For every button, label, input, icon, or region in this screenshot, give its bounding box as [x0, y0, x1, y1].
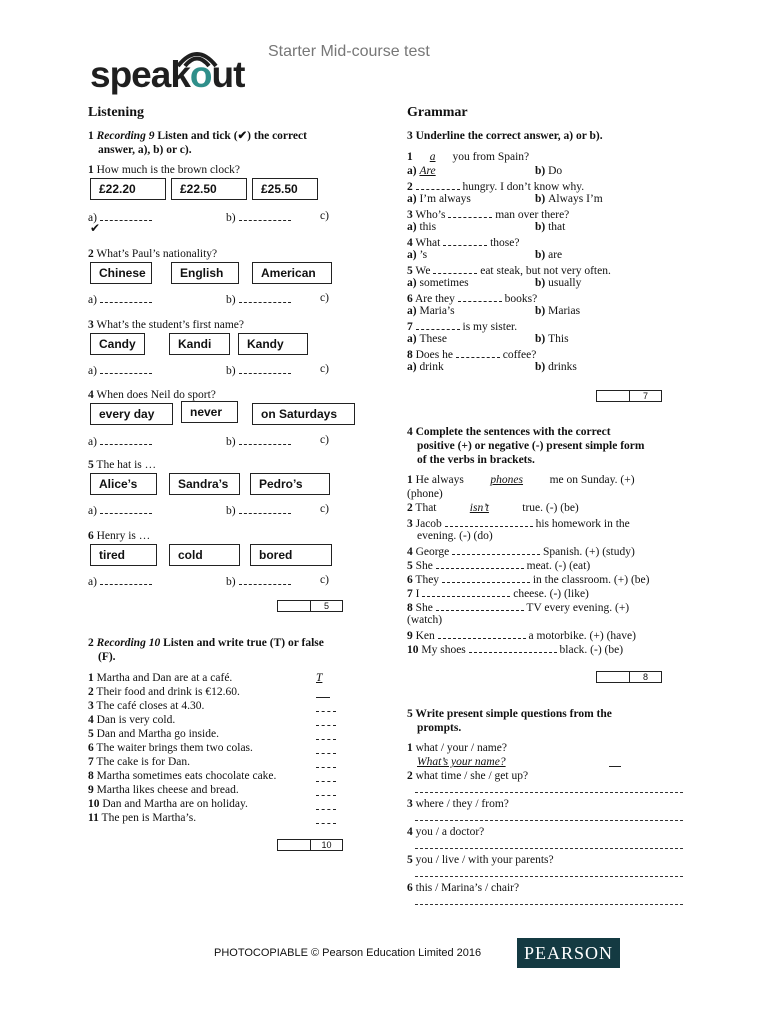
prompt-text: where / they / from?	[415, 798, 509, 810]
answer-letter: a)	[88, 294, 97, 306]
option-b[interactable]	[535, 220, 565, 234]
question-number: 6	[88, 530, 94, 542]
prompt-text: this / Marina’s / chair?	[415, 882, 520, 894]
answer-blank[interactable]	[100, 433, 152, 445]
tf-answer-blank[interactable]	[316, 798, 336, 810]
tf-item	[88, 727, 219, 741]
answer-option-box: Kandy	[238, 333, 308, 355]
answer-slot[interactable]	[320, 291, 329, 305]
option-a[interactable]	[407, 248, 427, 262]
question-number: 3	[88, 319, 94, 331]
question-number: 1	[88, 164, 94, 176]
item-post: hungry. I don’t know why.	[462, 181, 585, 193]
question-label: How much is the brown clock?	[96, 164, 241, 176]
task2-instruction: 2 Recording 10 Listen and write true (T) or false (F).	[88, 637, 324, 663]
item-pre: Are they	[415, 293, 455, 305]
answer-slot[interactable]	[320, 209, 329, 223]
item-pre: I	[415, 588, 420, 600]
answer-blank[interactable]	[100, 362, 152, 374]
answer-letter: b)	[226, 212, 236, 224]
tf-statement: Their food and drink is €12.60.	[96, 686, 240, 698]
tf-item	[88, 685, 240, 699]
answer-letter: a)	[88, 436, 97, 448]
tf-answer-blank[interactable]	[316, 756, 336, 768]
item-post: TV every evening. (+)	[526, 602, 630, 614]
option-b[interactable]	[535, 304, 580, 318]
tf-answer: T	[316, 672, 323, 684]
item-blank[interactable]	[448, 206, 492, 218]
item-pre: She	[415, 602, 433, 614]
answer-slot[interactable]	[88, 433, 152, 449]
item-post: eat steak, but not very often.	[480, 265, 611, 277]
item-pre: We	[415, 265, 431, 277]
tf-number: 7	[88, 756, 94, 768]
prompt-item	[407, 769, 528, 783]
answer-option-box: Chinese	[90, 262, 152, 284]
item-blank[interactable]	[469, 641, 557, 653]
item-pre: Does he	[415, 349, 453, 361]
question-text	[88, 529, 150, 543]
option-b[interactable]	[535, 276, 581, 290]
tf-statement: Dan is very cold.	[96, 714, 176, 726]
task4-instruction: 4 Complete the sentences with the correct positive (+) or negative (-) present simple form of the verbs in brackets.	[407, 426, 645, 466]
answer-blank[interactable]	[100, 209, 152, 221]
section-title-listening: Listening	[88, 105, 145, 120]
tf-item	[88, 713, 175, 727]
pearson-logo: PEARSON	[517, 938, 620, 968]
question-number: 2	[88, 248, 94, 260]
option-a[interactable]	[407, 360, 444, 374]
answer-letter: b)	[226, 576, 236, 588]
item-post: books?	[504, 293, 538, 305]
item-blank[interactable]	[452, 543, 540, 555]
option-b-text: Do	[548, 165, 563, 177]
option-b-text: drinks	[548, 361, 577, 373]
item-blank[interactable]	[433, 262, 477, 274]
prompt-item	[407, 825, 484, 839]
item-number: 3	[407, 518, 413, 530]
option-a[interactable]	[407, 332, 447, 346]
item-blank[interactable]	[422, 585, 510, 597]
question-label: Henry is …	[96, 530, 151, 542]
answer-blank[interactable]	[239, 362, 291, 374]
item-post: in the classroom. (+) (be)	[532, 574, 650, 586]
tf-statement: The cake is for Dan.	[96, 756, 190, 768]
answer-letter: a)	[88, 212, 97, 224]
item-number: 6	[407, 574, 413, 586]
tf-statement: The waiter brings them two colas.	[96, 742, 253, 754]
answer-option-box: Kandi	[169, 333, 230, 355]
answer-option-box: American	[252, 262, 332, 284]
tf-number: 2	[88, 686, 94, 698]
item-answer: phones	[490, 474, 524, 486]
item-number: 6	[407, 293, 413, 305]
tf-statement: The pen is Martha’s.	[101, 812, 197, 824]
prompt-answer-line[interactable]	[415, 866, 683, 877]
score-box-task4: 8	[596, 671, 662, 683]
question-text	[88, 318, 244, 332]
prompt-text: you / a doctor?	[415, 826, 485, 838]
option-letter: b)	[535, 221, 549, 233]
answer-blank[interactable]	[100, 573, 152, 585]
score-box-task2: 10	[277, 839, 343, 851]
option-a-text: Are	[419, 165, 436, 177]
answer-letter: c)	[320, 210, 329, 222]
option-a[interactable]	[407, 164, 436, 178]
item-answer: isn’t	[469, 502, 489, 514]
task1-instruction: 1 Recording 9 Listen and tick (✔) the correct answer, a), b) or c).	[88, 130, 307, 156]
item-blank[interactable]	[443, 234, 487, 246]
item-blank[interactable]	[436, 599, 524, 611]
answer-blank[interactable]	[239, 573, 291, 585]
prompt-item	[407, 853, 554, 867]
question-label: The hat is …	[96, 459, 157, 471]
answer-option-box: Sandra’s	[169, 473, 240, 495]
option-a[interactable]	[407, 220, 436, 234]
question-label: What’s Paul’s nationality?	[96, 248, 218, 260]
tf-answer-blank[interactable]	[316, 742, 336, 754]
option-letter: a)	[407, 305, 420, 317]
question-number: 4	[88, 389, 94, 401]
answer-slot[interactable]	[320, 573, 329, 587]
option-b[interactable]	[535, 164, 562, 178]
item-number: 7	[407, 321, 413, 333]
item-pre: Who’s	[415, 209, 446, 221]
item-pre: Ken	[415, 630, 435, 642]
option-a-text: ’s	[419, 249, 428, 261]
tf-number: 5	[88, 728, 94, 740]
option-a-text: Maria’s	[419, 305, 455, 317]
item-pre: Jacob	[415, 518, 442, 530]
answer-option-box: every day	[90, 403, 173, 425]
verb-item	[407, 641, 623, 657]
task3-instruction: 3 Underline the correct answer, a) or b).	[407, 130, 603, 142]
answer-option-box: tired	[90, 544, 157, 566]
item-pre: What	[415, 237, 441, 249]
question-text	[88, 388, 216, 402]
answer-letter: b)	[226, 436, 236, 448]
tf-number: 9	[88, 784, 94, 796]
item-number: 1	[407, 474, 413, 486]
option-b-text: usually	[548, 277, 582, 289]
item-number: 1	[407, 742, 413, 754]
answer-option-box: on Saturdays	[252, 403, 355, 425]
tf-item	[88, 783, 239, 797]
tick-mark-icon: ✔	[90, 221, 101, 235]
item-number: 7	[407, 588, 413, 600]
question-number: 5	[88, 459, 94, 471]
answer-option-box: £25.50	[252, 178, 318, 200]
item-continuation: (phone)	[407, 488, 443, 500]
item-post: coffee?	[502, 349, 537, 361]
item-number: 3	[407, 209, 413, 221]
answer-option-box: never	[181, 401, 238, 423]
option-letter: a)	[407, 249, 420, 261]
prompt-item	[407, 741, 507, 755]
answer-blank[interactable]	[239, 433, 291, 445]
answer-blank[interactable]	[100, 291, 152, 303]
question-label: When does Neil do sport?	[96, 389, 216, 401]
prompt-answer-line[interactable]	[415, 838, 683, 849]
answer-option-box: £22.20	[90, 178, 166, 200]
option-b-text: This	[548, 333, 569, 345]
logo-wordmark: speakout	[90, 54, 245, 95]
option-a[interactable]	[407, 304, 455, 318]
item-blank[interactable]	[442, 571, 530, 583]
answer-blank[interactable]	[100, 502, 152, 514]
verb-item	[407, 473, 635, 487]
item-number: 4	[407, 546, 413, 558]
item-continuation: (watch)	[407, 614, 443, 626]
answer-letter: c)	[320, 292, 329, 304]
tf-answer-blank[interactable]	[316, 812, 336, 824]
answer-letter: a)	[88, 365, 97, 377]
answer-letter: c)	[320, 363, 329, 375]
item-post: those?	[490, 237, 520, 249]
item-number: 2	[407, 770, 413, 782]
answer-option-box: Pedro’s	[250, 473, 330, 495]
option-b[interactable]	[535, 332, 569, 346]
item-blank[interactable]	[456, 346, 500, 358]
item-number: 2	[407, 181, 413, 193]
option-letter: b)	[535, 305, 549, 317]
item-pre: George	[415, 546, 450, 558]
answer-letter: c)	[320, 503, 329, 515]
tf-statement: The café closes at 4.30.	[96, 700, 205, 712]
item-post: Spanish. (+) (study)	[543, 546, 635, 558]
option-letter: b)	[535, 165, 549, 177]
prompt-answer-line[interactable]	[415, 894, 683, 905]
item-continuation: evening. (-) (do)	[417, 530, 493, 542]
item-answer: a	[429, 151, 436, 163]
answer-option-box: cold	[169, 544, 240, 566]
answer-letter: a)	[88, 505, 97, 517]
task5-instruction: 5 Write present simple questions from the prompts.	[407, 708, 612, 734]
answer-option-box: Alice’s	[90, 473, 157, 495]
answer-slot[interactable]	[320, 433, 329, 447]
tf-statement: Dan and Martha go inside.	[96, 728, 219, 740]
answer-slot[interactable]	[88, 291, 152, 307]
answer-letter: c)	[320, 434, 329, 446]
answer-blank[interactable]	[239, 291, 291, 303]
answer-slot[interactable]	[88, 362, 152, 378]
tf-answer-blank[interactable]	[316, 770, 336, 782]
answer-option-box: £22.50	[171, 178, 247, 200]
item-number: 10	[407, 644, 419, 656]
prompt-text: what / your / name?	[415, 742, 507, 754]
option-b-text: are	[548, 249, 563, 261]
option-letter: a)	[407, 221, 420, 233]
option-b[interactable]	[535, 248, 562, 262]
answer-slot[interactable]	[226, 209, 291, 225]
item-blank[interactable]	[416, 178, 460, 190]
option-a-text: sometimes	[419, 277, 469, 289]
item-post: his homework in the	[535, 518, 630, 530]
prompt-item	[407, 881, 519, 895]
item-post: black. (-) (be)	[559, 644, 624, 656]
option-a-text: These	[419, 333, 447, 345]
item-pre: She	[415, 560, 433, 572]
verb-item	[407, 501, 579, 515]
option-a-text: I’m always	[419, 193, 471, 205]
option-b-text: Marias	[548, 305, 581, 317]
answer-letter: c)	[320, 574, 329, 586]
option-letter: a)	[407, 193, 420, 205]
answer-letter: a)	[88, 576, 97, 588]
answer-slot[interactable]	[320, 502, 329, 516]
score-box-task3: 7	[596, 390, 662, 402]
option-letter: a)	[407, 277, 420, 289]
test-subtitle: Starter Mid-course test	[268, 43, 430, 60]
tf-item	[88, 769, 276, 783]
answer-slot[interactable]	[226, 573, 291, 589]
prompt-answer-line[interactable]	[415, 810, 683, 821]
tf-number: 6	[88, 742, 94, 754]
answer-slot[interactable]	[88, 573, 152, 589]
tf-item	[88, 811, 196, 825]
prompt-text: you / live / with your parents?	[415, 854, 554, 866]
item-number: 2	[407, 502, 413, 514]
option-letter: a)	[407, 361, 420, 373]
answer-slot[interactable]	[226, 433, 291, 449]
answer-option-box: Candy	[90, 333, 145, 355]
option-letter: b)	[535, 361, 549, 373]
item-number: 8	[407, 602, 413, 614]
option-b[interactable]	[535, 360, 577, 374]
item-pre: They	[415, 574, 440, 586]
option-a[interactable]	[407, 192, 471, 206]
item-pre: That	[415, 502, 437, 514]
option-letter: a)	[407, 165, 420, 177]
tf-statement: Martha sometimes eats chocolate cake.	[96, 770, 277, 782]
option-letter: a)	[407, 333, 420, 345]
item-post: true. (-) (be)	[522, 502, 579, 514]
option-letter: b)	[535, 333, 549, 345]
tf-number: 1	[88, 672, 94, 684]
answer-slot[interactable]	[320, 362, 329, 376]
tf-item	[88, 671, 232, 685]
answer-slot[interactable]	[226, 362, 291, 378]
option-b-text: Always I’m	[548, 193, 603, 205]
tf-statement: Dan and Martha are on holiday.	[102, 798, 248, 810]
option-a-text: drink	[419, 361, 444, 373]
prompt-answer-line[interactable]	[415, 782, 683, 793]
prompt-answer: What’s your name?	[417, 756, 506, 768]
section-title-grammar: Grammar	[407, 105, 468, 120]
tf-item	[88, 741, 253, 755]
question-text	[88, 163, 240, 177]
tf-item	[88, 755, 190, 769]
answer-letter: b)	[226, 505, 236, 517]
item-blank[interactable]	[438, 627, 526, 639]
item-number: 9	[407, 630, 413, 642]
option-letter: b)	[535, 193, 549, 205]
item-number: 1	[407, 151, 413, 163]
item-post: man over there?	[495, 209, 570, 221]
item-number: 4	[407, 237, 413, 249]
item-number: 3	[407, 798, 413, 810]
answer-slot[interactable]	[88, 502, 152, 518]
question-text	[88, 247, 217, 261]
item-number: 5	[407, 265, 413, 277]
tf-statement: Martha and Dan are at a café.	[96, 672, 233, 684]
item-blank[interactable]	[416, 318, 460, 330]
item-number: 5	[407, 854, 413, 866]
item-blank[interactable]	[436, 557, 524, 569]
copyright-text: PHOTOCOPIABLE © Pearson Education Limited 2016	[214, 947, 482, 959]
answer-blank[interactable]	[239, 209, 291, 221]
tf-number: 8	[88, 770, 94, 782]
item-post: me on Sunday. (+)	[549, 474, 635, 486]
option-b-text: that	[548, 221, 566, 233]
item-pre: My shoes	[421, 644, 466, 656]
item-post: is my sister.	[462, 321, 518, 333]
grammar-item	[407, 150, 529, 164]
tf-answer-blank[interactable]	[316, 784, 336, 796]
tf-number: 11	[88, 812, 99, 824]
tf-number: 4	[88, 714, 94, 726]
option-letter: b)	[535, 277, 549, 289]
answer-slot[interactable]	[226, 502, 291, 518]
item-post: you from Spain?	[452, 151, 530, 163]
item-post: a motorbike. (+) (have)	[528, 630, 636, 642]
item-number: 5	[407, 560, 413, 572]
tf-number: 3	[88, 700, 94, 712]
answer-letter: b)	[226, 294, 236, 306]
item-number: 6	[407, 882, 413, 894]
tf-answer-blank[interactable]	[316, 728, 336, 740]
item-number: 4	[407, 826, 413, 838]
item-post: cheese. (-) (like)	[513, 588, 589, 600]
question-text	[88, 458, 156, 472]
item-number: 8	[407, 349, 413, 361]
option-a-text: this	[419, 221, 437, 233]
tf-item	[88, 699, 204, 713]
score-box-task1: 5	[277, 600, 343, 612]
option-a[interactable]	[407, 276, 469, 290]
option-letter: b)	[535, 249, 549, 261]
tf-item	[88, 797, 248, 811]
item-blank[interactable]	[458, 290, 502, 302]
prompt-text: what time / she / get up?	[415, 770, 529, 782]
tf-answer-blank[interactable]	[316, 714, 336, 726]
item-post: meat. (-) (eat)	[526, 560, 591, 572]
tf-number: 10	[88, 798, 100, 810]
item-blank[interactable]	[445, 515, 533, 527]
question-label: What’s the student’s first name?	[96, 319, 244, 331]
tf-statement: Martha likes cheese and bread.	[96, 784, 239, 796]
item-pre: He always	[415, 474, 464, 486]
answer-slot[interactable]	[226, 291, 291, 307]
tf-answer-blank[interactable]	[316, 686, 330, 698]
prompt-answer-end	[609, 766, 621, 767]
answer-letter: b)	[226, 365, 236, 377]
answer-option-box: bored	[250, 544, 332, 566]
answer-blank[interactable]	[239, 502, 291, 514]
prompt-item	[407, 797, 509, 811]
option-b[interactable]	[535, 192, 603, 206]
answer-option-box: English	[171, 262, 239, 284]
logo	[90, 40, 265, 100]
tf-answer-blank[interactable]	[316, 700, 336, 712]
